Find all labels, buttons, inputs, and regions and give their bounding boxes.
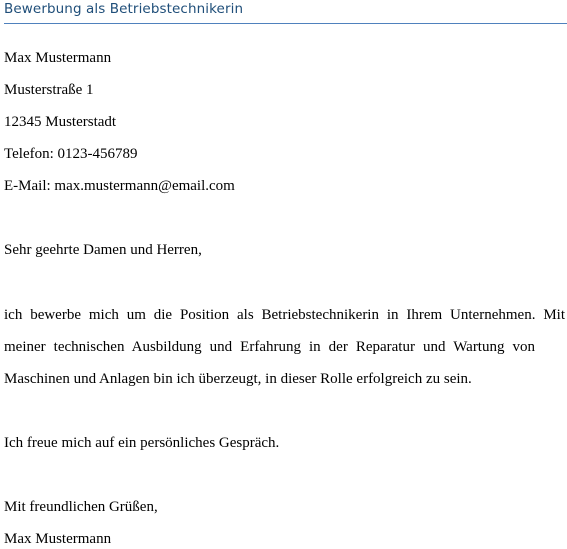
sender-city: 12345 Musterstadt xyxy=(4,114,117,130)
closing-greeting: Mit freundlichen Grüßen, xyxy=(4,499,158,515)
document-title: Bewerbung als Betriebstechnikerin xyxy=(4,1,244,17)
body-paragraph-line: Maschinen und Anlagen bin ich überzeugt, in dieser Rolle erfolgreich zu sein. xyxy=(4,371,472,387)
sender-email: E-Mail: max.mustermann@email.com xyxy=(4,178,235,194)
sender-phone: Telefon: 0123-456789 xyxy=(4,146,138,162)
body-paragraph-line: ich bewerbe mich um die Position als Betriebstechnikerin in Ihrem Unternehmen. Mit xyxy=(4,307,565,323)
body-paragraph-line: meiner technischen Ausbildung und Erfahrung in der Reparatur und Wartung von xyxy=(4,339,535,355)
signature-name: Max Mustermann xyxy=(4,531,112,547)
closing-sentence: Ich freue mich auf ein persönliches Gespräch. xyxy=(4,435,280,451)
sender-street: Musterstraße 1 xyxy=(4,82,94,98)
sender-name: Max Mustermann xyxy=(4,50,112,66)
salutation: Sehr geehrte Damen und Herren, xyxy=(4,242,202,258)
document-header xyxy=(4,0,567,24)
